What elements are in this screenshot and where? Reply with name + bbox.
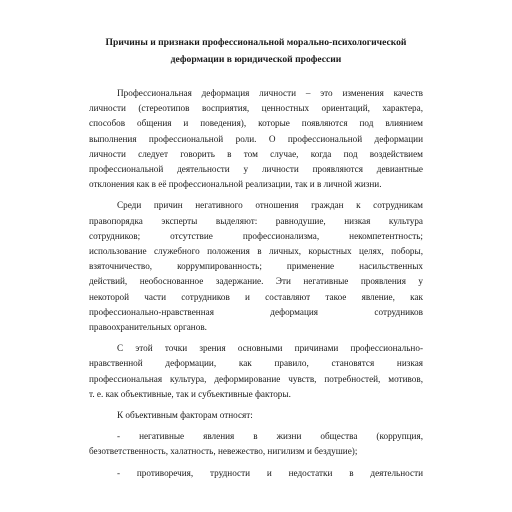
- paragraph-2: [89, 198, 423, 335]
- text-line: - противоречия, трудности и недостатки в деятельности: [117, 467, 423, 478]
- text-line: профессиональной деятельности у личности проявляются девиантные: [89, 164, 423, 175]
- text-line: личности следует говорить в том случае, когда под воздействием: [89, 148, 423, 159]
- paragraph-4: [89, 408, 423, 423]
- title-line-1: Причины и признаки профессиональной морально-психологической: [105, 37, 407, 48]
- text-line: некоторой части сотрудников и составляют такое явление, как: [89, 291, 423, 302]
- text-line: способов общения и поведения), которые появляются под влиянием: [89, 118, 423, 129]
- paragraph-1: [89, 86, 423, 192]
- text-line: действий, необоснованное задержание. Эти негативные проявления у: [89, 276, 423, 287]
- list-item-2: [89, 466, 423, 481]
- document-title: [89, 34, 423, 68]
- paragraph-3: [89, 341, 423, 402]
- text-line: правоохранительных органов.: [89, 322, 207, 333]
- text-line: т. е. как объективные, так и субъективные факторы.: [89, 388, 291, 399]
- list-item-1: [89, 429, 423, 459]
- text-line: сотрудников; отсутствие профессионализма, некомпетентность;: [89, 230, 423, 241]
- text-line: Среди причин негативного отношения граждан к сотрудникам: [117, 200, 423, 211]
- text-line: С этой точки зрения основными причинами профессионально-: [117, 343, 423, 354]
- text-line: использование служебного положения в личных, корыстных целях, поборы,: [89, 246, 423, 257]
- text-line: Профессиональная деформация личности – это изменения качеств: [117, 88, 423, 98]
- text-line: безответственность, халатность, невежество, нигилизм и бездушие);: [89, 446, 358, 457]
- text-line: взяточничество, коррумпированность; применение насильственных: [89, 261, 423, 272]
- text-line: нравственной деформации, как правило, становятся низкая: [89, 358, 423, 369]
- text-line: профессионально-нравственная деформация сотрудников: [89, 306, 423, 317]
- text-line: - негативные явления в жизни общества (коррупция,: [117, 431, 423, 442]
- text-line: правопорядка эксперты выделяют: равнодушие, низкая культура: [89, 215, 423, 226]
- text-line: профессиональная культура, деформирование чувств, потребностей, мотивов,: [89, 373, 423, 384]
- title-line-2: деформации в юридической профессии: [170, 54, 342, 65]
- text-line: отклонения как в её профессиональной реализации, так и в личной жизни.: [89, 179, 382, 190]
- text-line: К объективным факторам относят:: [117, 410, 253, 421]
- text-line: личности (стереотипов восприятия, ценностных ориентаций, характера,: [89, 103, 423, 114]
- document-body: [89, 86, 423, 487]
- text-line: выполнения профессиональной роли. О профессиональной деформации: [89, 133, 423, 144]
